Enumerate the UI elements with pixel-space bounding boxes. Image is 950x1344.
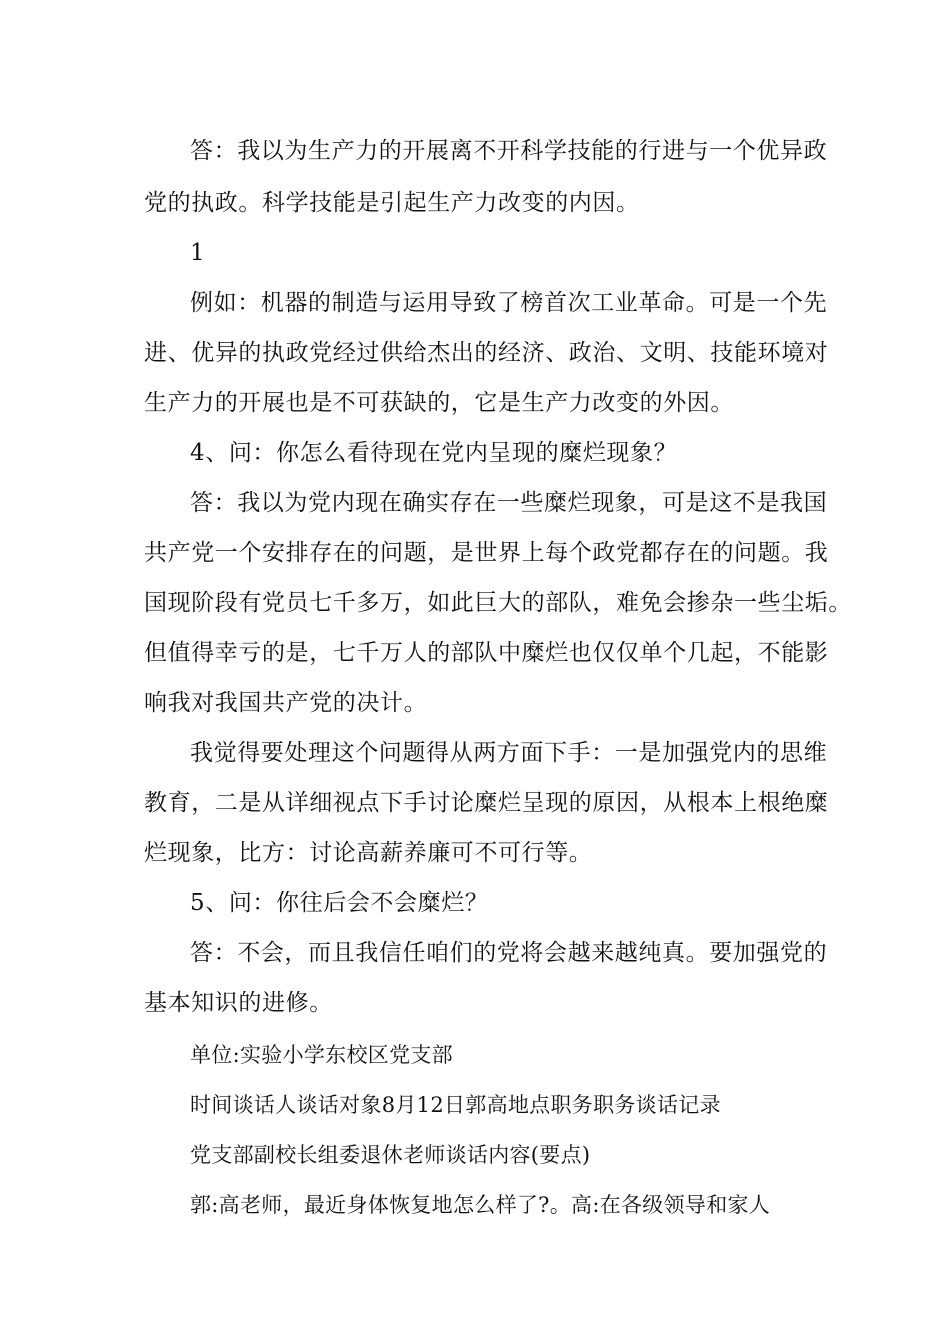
paragraph-line: 响我对我国共产党的决计。 xyxy=(144,690,428,716)
paragraph-line: 答：不会，而且我信任咱们的党将会越来越纯真。要加强党的 xyxy=(190,940,828,966)
paragraph-line: 我觉得要处理这个问题得从两方面下手：一是加强党内的思维 xyxy=(190,740,828,766)
paragraph-line: 答：我以为生产力的开展离不开科学技能的行进与一个优异政 xyxy=(190,138,828,164)
paragraph-line: 教育，二是从详细视点下手讨论糜烂呈现的原因，从根本上根绝糜 xyxy=(144,790,829,816)
question-heading: 4、问：你怎么看待现在党内呈现的糜烂现象？ xyxy=(190,440,678,466)
record-header-line: 党支部副校长组委退休老师谈话内容(要点) xyxy=(190,1143,591,1167)
paragraph-line: 国现阶段有党员七千多万，如此巨大的部队，难免会掺杂一些尘垢。 xyxy=(144,590,852,616)
page-number: 1 xyxy=(190,240,206,266)
paragraph-line: 生产力的开展也是不可获缺的，它是生产力改变的外因。 xyxy=(144,390,734,416)
paragraph-line: 但值得幸亏的是，七千万人的部队中糜烂也仅仅单个几起，不能影 xyxy=(144,640,829,666)
paragraph-line: 党的执政。科学技能是引起生产力改变的内因。 xyxy=(144,190,640,216)
record-header-line: 时间谈话人谈话对象8月12日郭高地点职务职务谈话记录 xyxy=(190,1093,721,1117)
question-heading: 5、问：你往后会不会糜烂？ xyxy=(190,890,489,916)
dialogue-line: 郭:高老师，最近身体恢复地怎么样了?。高:在各级领导和家人 xyxy=(190,1193,771,1217)
paragraph-line: 烂现象，比方：讨论高薪养廉可不可行等。 xyxy=(144,840,593,866)
paragraph-line: 基本知识的进修。 xyxy=(144,990,333,1016)
paragraph-line: 进、优异的执政党经过供给杰出的经济、政治、文明、技能环境对 xyxy=(144,340,829,366)
paragraph-line: 例如：机器的制造与运用导致了榜首次工业革命。可是一个先 xyxy=(190,290,828,316)
unit-line: 单位:实验小学东校区党支部 xyxy=(190,1043,453,1067)
paragraph-line: 共产党一个安排存在的问题，是世界上每个政党都存在的问题。我 xyxy=(144,540,829,566)
paragraph-line: 答：我以为党内现在确实存在一些糜烂现象，可是这不是我国 xyxy=(190,490,828,516)
